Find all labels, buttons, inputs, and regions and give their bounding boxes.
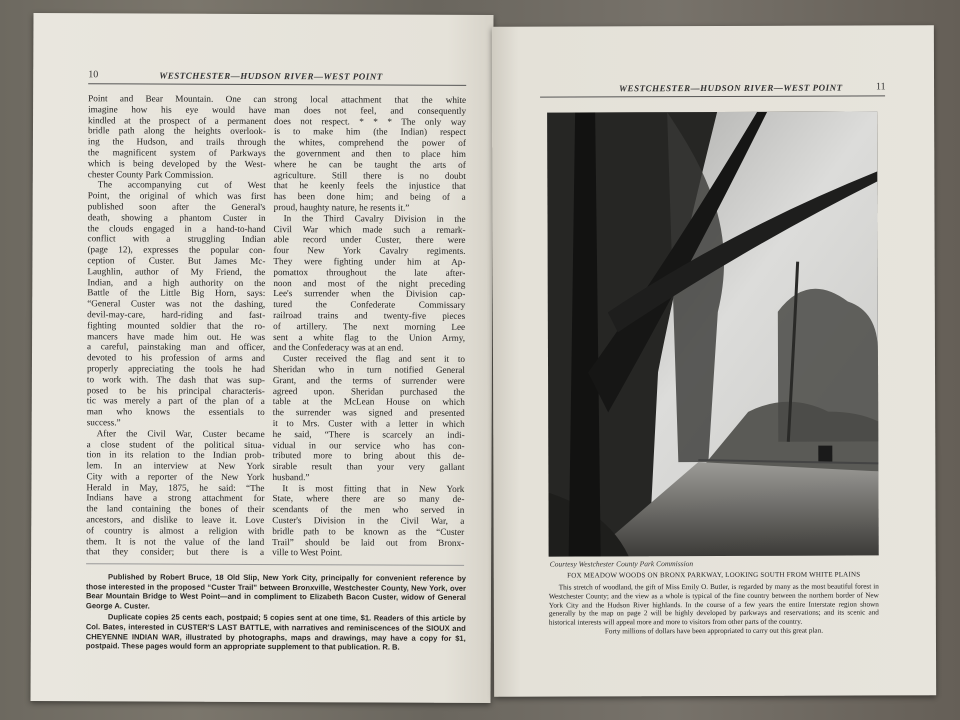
right-page xyxy=(492,25,936,697)
text-line: tributed more to bring about this de- xyxy=(272,450,465,462)
text-line: tion in its relation to the Indian prob- xyxy=(86,449,265,461)
text-line: bridle path along the heights overlook- xyxy=(87,125,267,137)
woodland-photograph xyxy=(547,111,879,556)
text-line: kindled at the prospect of a permanent xyxy=(88,114,267,126)
text-line: Civil War which made such a remark- xyxy=(273,223,466,235)
text-line: It is most fitting that in New York xyxy=(282,482,465,494)
text-line: is to make him (the Indian) respect xyxy=(273,126,467,138)
running-head: WESTCHESTER—HUDSON RIVER—WEST POINT xyxy=(159,70,383,82)
text-line: Herald in May, 1875, he said: “The xyxy=(86,481,265,493)
text-line: tic was merely a part of the plan of a xyxy=(86,395,265,407)
text-line: husband.” xyxy=(272,471,310,483)
photo-credit: Courtesy Westchester County Park Commission xyxy=(549,559,694,569)
text-line: After the Civil War, Custer became xyxy=(96,427,265,439)
text-line: In the Third Cavalry Division in the xyxy=(283,212,466,224)
page-number: 11 xyxy=(876,81,886,93)
text-line: devil-may-care, hard-riding and fast- xyxy=(87,309,266,320)
text-line: The accompanying cut of West xyxy=(97,179,266,191)
caption-text xyxy=(549,582,879,636)
text-line: the land containing the bones of their xyxy=(86,503,265,515)
caption-last-line: Forty millions of dollars have been appropriated to carry out this great plan. xyxy=(604,626,824,636)
text-line: the surrender was signed and presented xyxy=(272,407,465,418)
text-line: man who knows the essentials to xyxy=(86,406,265,418)
text-line: bridle path to be known as the “Custer xyxy=(272,525,465,537)
text-line: scendants of the men who served in xyxy=(272,504,465,516)
text-line: imagine how his eye would have xyxy=(88,104,267,115)
text-line: that they consider; but there is a xyxy=(86,546,265,558)
left-page xyxy=(31,13,494,703)
text-line: City with a reporter of the New York xyxy=(86,471,265,482)
text-line: Lee's surrender when the Division cap- xyxy=(273,288,466,300)
text-line: the clouds engaged in a hand-to-hand xyxy=(87,222,266,234)
text-line: Indian, and a high authority on the xyxy=(87,276,266,288)
text-line: tured the Confederate Commissary xyxy=(273,299,466,311)
text-line: fighting mounted soldier that the ro- xyxy=(87,319,266,331)
text-line: a close student of the political situa- xyxy=(86,438,265,450)
text-line: the magnificent system of Parkways xyxy=(87,147,266,158)
text-column-1 xyxy=(86,93,266,558)
text-line: Point and Bear Mountain. One can xyxy=(88,93,267,105)
text-line: sent a white flag to the Union Army, xyxy=(273,331,466,343)
text-line: it to Mrs. Custer with a letter in which xyxy=(272,417,465,429)
text-line: (page 12), expresses the popular con- xyxy=(87,244,266,256)
text-line: mancers have made him out. He was xyxy=(87,330,266,342)
text-line: properly appreciating the tools he had xyxy=(86,363,265,374)
text-line: that he keenly feels the injustice that xyxy=(273,180,466,192)
text-line: able record under Custer, there were xyxy=(273,234,466,246)
text-line: agriculture. Still there is no doubt xyxy=(273,169,466,181)
text-line: vidual in our service who has con- xyxy=(272,439,465,451)
text-line: he said, “There is scarcely an indi- xyxy=(272,428,465,440)
text-line: posed to be his principal characteris- xyxy=(86,384,265,396)
text-line: them. It is not the value of the land xyxy=(86,535,265,547)
text-line: State, where there are so many de- xyxy=(272,493,465,505)
text-line: of country is almost a religion with xyxy=(86,525,265,536)
text-line: and the Confederacy was at an end. xyxy=(273,342,404,353)
page-number: 10 xyxy=(88,69,99,81)
text-line: Grant, and the terms of surrender were xyxy=(272,374,465,386)
text-line: Laughlin, author of My Friend, the xyxy=(87,265,266,277)
text-line: strong local attachment that the white xyxy=(274,94,467,105)
text-line: Sheridan who in turn notified General xyxy=(272,363,465,375)
header-rule xyxy=(540,95,885,97)
text-line: sirable result than your very gallant xyxy=(272,461,465,472)
text-line: four New York Cavalry regiments. xyxy=(273,245,466,257)
text-column-2 xyxy=(272,94,466,559)
text-line: which is being developed by the West- xyxy=(87,158,266,169)
text-line: They were fighting under him at Ap- xyxy=(273,256,466,267)
text-line: has been done him; and being of a xyxy=(273,191,466,203)
text-line: ception of Custer. But James Mc- xyxy=(87,255,266,266)
text-line: proud, haughty nature, he resents it.” xyxy=(273,202,410,213)
text-line: ville to West Point. xyxy=(272,547,343,558)
text-line: where he can be taught the arts of xyxy=(273,158,466,170)
footnote-paragraph: Duplicate copies 25 cents each, postpaid; 5 copies sent at one time, $1. Readers of this article by Col. Bates, interested in CUSTER'S LAST BATTLE, with narratives and reminiscences of the SIOUX and CHEYENNE INDIAN WAR, illustrated by photographs, maps and drawings, may have a copy for $1, postpaid. These pages would form an appropriate supplement to that publication. R. B. xyxy=(85,612,466,652)
text-line: table at the McLean House on which xyxy=(272,396,465,408)
text-line: of artillery. The next morning Lee xyxy=(273,320,466,332)
text-line: success.” xyxy=(86,417,121,428)
text-line: man does not feel, and consequently xyxy=(274,104,467,116)
text-line: chester County Park Commission. xyxy=(87,168,214,180)
text-line: the government and then to place him xyxy=(273,148,466,159)
text-line: railroad trains and twenty-five pieces xyxy=(273,309,466,321)
text-line: Battle of the Little Big Horn, says: xyxy=(87,287,266,299)
text-line: published soon after the General's xyxy=(87,201,266,212)
text-line: lem. In an interview at New York xyxy=(86,460,265,472)
text-line: “General Custer was not the dashing, xyxy=(87,298,266,310)
footnote-paragraph: Published by Robert Bruce, 18 Old Slip, New York City, principally for convenient reference by those interested in the proposed “Custer Trail” between Bronxville, Westchester County, New York, over Bear Mountain Bridge to West Point—and in compliment to Elizabeth Bacon Custer, widow of General George A. Custer. xyxy=(85,572,467,611)
text-line: to work with. The dash that was sup- xyxy=(86,373,265,385)
text-line: noon and most of the night preceding xyxy=(273,277,466,289)
text-line: does not respect. * * * The only way xyxy=(274,115,467,127)
text-line: pomattox throughout the late after- xyxy=(273,266,466,278)
text-line: devoted to his profession of arms and xyxy=(86,352,266,364)
running-head: WESTCHESTER—HUDSON RIVER—WEST POINT xyxy=(619,82,843,94)
header-rule xyxy=(88,83,466,86)
footnote-rule xyxy=(86,563,464,566)
text-line: the whites, comprehend the power of xyxy=(273,137,466,149)
caption-body: This stretch of woodland, the gift of Miss Emily O. Butler, is regarded by many as the most beautiful forest in Westchester County; and the view as a whole is typical of the fine country between the northern border of New York City and the Hudson River highlands. In the course of a few years the entire Interstate region shown generally by the map on page 2 will be highly developed by parkways and reservations; and its scenic and historical interests will appeal more and more to visitors from other parts of the country. xyxy=(548,582,879,627)
text-line: conflict with a struggling Indian xyxy=(87,233,266,245)
publisher-footnote xyxy=(86,572,466,654)
text-line: death, showing a phantom Custer in xyxy=(87,212,266,223)
text-line: ing the Hudson, and trails through xyxy=(87,136,266,148)
text-line: a careful, painstaking man and officer, xyxy=(87,341,266,353)
text-line: Point, the original of which was first xyxy=(87,190,266,202)
text-line: Custer's Division in the Civil War, a xyxy=(272,515,465,526)
text-line: agreed upon. Sheridan purchased the xyxy=(272,385,465,397)
text-line: ancestors, and dislike to leave it. Love xyxy=(86,514,265,526)
text-line: Indians have a strong attachment for xyxy=(86,492,265,504)
text-line: Trail” should be laid out from Bronx- xyxy=(272,536,465,548)
caption-title: FOX MEADOW WOODS ON BRONX PARKWAY, LOOKING SOUTH FROM WHITE PLAINS xyxy=(567,570,861,580)
text-line: Custer received the flag and sent it to xyxy=(282,353,466,365)
